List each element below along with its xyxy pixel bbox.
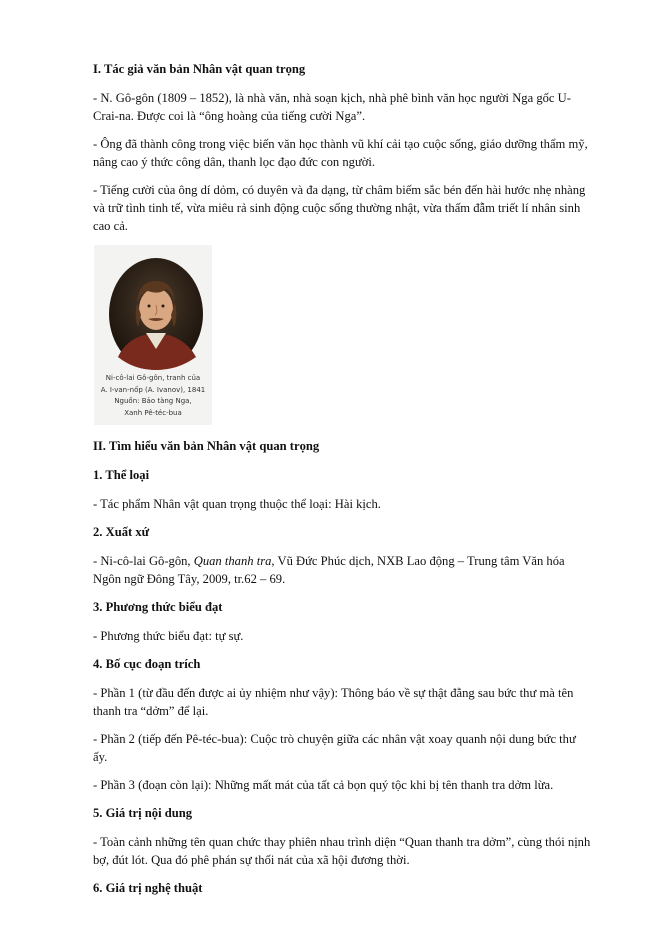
content-value-text: - Toàn cảnh những tên quan chức thay phiên nhau trình diện “Quan thanh tra dởm”, cùng thói nịnh bợ, đút lót. Qua đó phê phán sự thối nát của xã hội đương thời. xyxy=(93,835,591,867)
author-paragraph-2: - Ông đã thành công trong việc biến văn học thành vũ khí cải tạo cuộc sống, giáo dưỡng thẩm mỹ, nâng cao ý thức công dân, thanh lọc đạo đức con người. xyxy=(93,137,588,169)
genre-text: - Tác phẩm Nhân vật quan trọng thuộc thể loại: Hài kịch. xyxy=(93,497,381,511)
document-page xyxy=(93,60,593,908)
section-title-author: I. Tác giả văn bản Nhân vật quan trọng xyxy=(93,62,306,76)
origin-text-start: - Ni-cô-lai Gô-gôn, xyxy=(93,554,194,568)
heading-art-value: 6. Giá trị nghệ thuật xyxy=(93,881,203,895)
caption-line: A. I-van-nốp (A. Ivanov), 1841 xyxy=(100,385,206,394)
work-title-italic: Quan thanh tra xyxy=(193,554,272,568)
layout-part-1: - Phần 1 (từ đầu đến được ai ủy nhiệm như vậy): Thông báo về sự thật đằng sau bức thư mà tên thanh tra “dởm” để lại. xyxy=(93,686,574,718)
author-portrait-figure xyxy=(94,245,212,425)
caption-line: Nguồn: Bảo tàng Nga, xyxy=(114,397,192,405)
heading-content-value: 5. Giá trị nội dung xyxy=(93,806,193,820)
heading-expression-mode: 3. Phương thức biểu đạt xyxy=(93,600,223,614)
author-paragraph-3: - Tiếng cười của ông dí dỏm, có duyên và đa dạng, từ châm biếm sắc bén đến hài hước nhẹ nhàng và trữ tình tinh tế, vừa miêu rả sinh động cuộc sống thường nhật, vừa thấm đẫm triết lí nhân sinh cao cả. xyxy=(93,183,586,233)
caption-line: Ni-cô-lai Gô-gôn, tranh của xyxy=(105,374,201,382)
expression-mode-text: - Phương thức biểu đạt: tự sự. xyxy=(93,629,244,643)
heading-layout: 4. Bố cục đoạn trích xyxy=(93,657,201,671)
section-title-study: II. Tìm hiểu văn bản Nhân vật quan trọng xyxy=(93,439,320,453)
origin-text-end: , Vũ Đức Phúc dịch, NXB Lao động – Trung tâm Văn hóa Ngôn ngữ Đông Tây, 2009, tr.62 – 69. xyxy=(93,554,565,586)
layout-part-3: - Phần 3 (đoạn còn lại): Những mất mát của tất cả bọn quý tộc khi bị tên thanh tra dởm lừa. xyxy=(93,778,554,792)
portrait-caption xyxy=(94,373,212,419)
author-paragraph-1: - N. Gô-gôn (1809 – 1852), là nhà văn, nhà soạn kịch, nhà phê bình văn học người Nga gốc U-Crai-na. Được coi là “ông hoàng của tiếng cười Nga”. xyxy=(93,91,571,123)
heading-origin: 2. Xuất xứ xyxy=(93,525,150,539)
origin-text xyxy=(93,552,593,588)
portrait-image xyxy=(108,257,204,371)
heading-genre: 1. Thể loại xyxy=(93,468,150,482)
caption-line: Xanh Pê-téc-bua xyxy=(124,408,182,417)
layout-part-2: - Phần 2 (tiếp đến Pê-téc-bua): Cuộc trò chuyện giữa các nhân vật xoay quanh nội dung bức thư ấy. xyxy=(93,732,576,764)
